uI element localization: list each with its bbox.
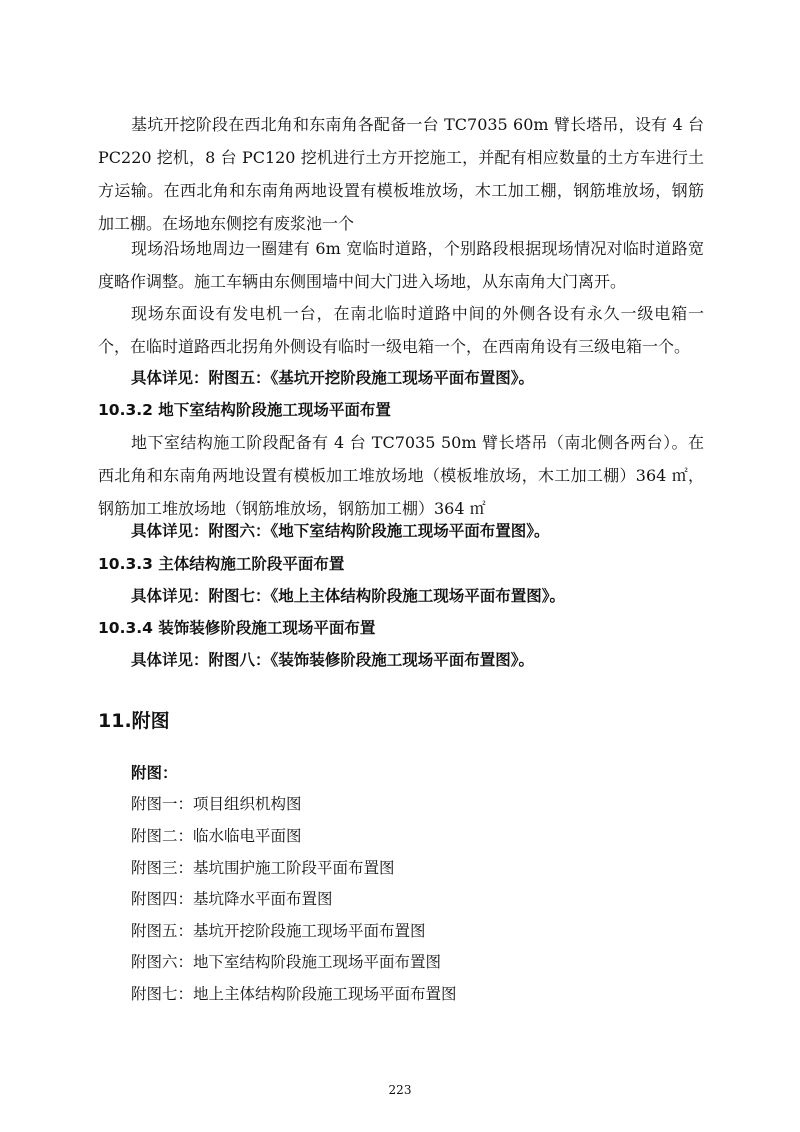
detail-reference-figure-5: 具体详见：附图五：《基坑开挖阶段施工现场平面布置图》。: [131, 369, 535, 387]
paragraph-power-supply: 现场东面设有发电机一台，在南北临时道路中间的外侧各设有永久一级电箱一个，在临时道路西北拐角外侧设有临时一级电箱一个，在西南角设有三级电箱一个。: [98, 304, 704, 356]
appendix-list-item: 附图七：地上主体结构阶段施工现场平面布置图: [131, 985, 457, 1003]
paragraph-temporary-road: 现场沿场地周边一圈建有 6m 宽临时道路，个别路段根据现场情况对临时道路宽度略作调整。施工车辆由东侧围墙中间大门进入场地，从东南角大门离开。: [98, 239, 704, 291]
detail-reference-figure-6: 具体详见：附图六：《地下室结构阶段施工现场平面布置图》。: [131, 522, 550, 540]
appendix-list-item: 附图一：项目组织机构图: [131, 795, 302, 813]
paragraph-excavation: 基坑开挖阶段在西北角和东南角各配备一台 TC7035 60m 臂长塔吊，设有 4 台 PC220 挖机，8 台 PC120 挖机进行土方开挖施工，并配有相应数量的土方车进行土方运输。在西北角和东南角两地设置有模板堆放场，木工加工棚，钢筋堆放场，钢筋加工棚。在场地东侧挖有废浆池一个: [98, 115, 704, 233]
paragraph-basement-structure: 地下室结构施工阶段配备有 4 台 TC7035 50m 臂长塔吊（南北侧各两台）。在西北角和东南角两地设置有模板加工堆放场地（模板堆放场，木工加工棚）364 ㎡，钢筋加工堆放场地（钢筋堆放场，钢筋加工棚）364 ㎡: [98, 433, 704, 518]
page-number: 223: [388, 1083, 412, 1097]
heading-10-3-3: 10.3.3 主体结构施工阶段平面布置: [98, 555, 345, 573]
appendix-list-item: 附图六：地下室结构阶段施工现场平面布置图: [131, 953, 442, 971]
detail-reference-figure-8: 具体详见：附图八：《装饰装修阶段施工现场平面布置图》。: [131, 651, 535, 669]
appendix-list-item: 附图四：基坑降水平面布置图: [131, 890, 333, 908]
appendix-list-title: 附图：: [131, 764, 178, 782]
appendix-list-item: 附图三：基坑围护施工阶段平面布置图: [131, 859, 395, 877]
appendix-list-item: 附图五：基坑开挖阶段施工现场平面布置图: [131, 922, 426, 940]
detail-reference-figure-7: 具体详见：附图七：《地上主体结构阶段施工现场平面布置图》。: [131, 587, 566, 605]
appendix-list-item: 附图二：临水临电平面图: [131, 827, 302, 845]
heading-10-3-2: 10.3.2 地下室结构阶段施工现场平面布置: [98, 401, 391, 419]
heading-10-3-4: 10.3.4 装饰装修阶段施工现场平面布置: [98, 619, 376, 637]
heading-section-11: 11.附图: [98, 710, 170, 732]
